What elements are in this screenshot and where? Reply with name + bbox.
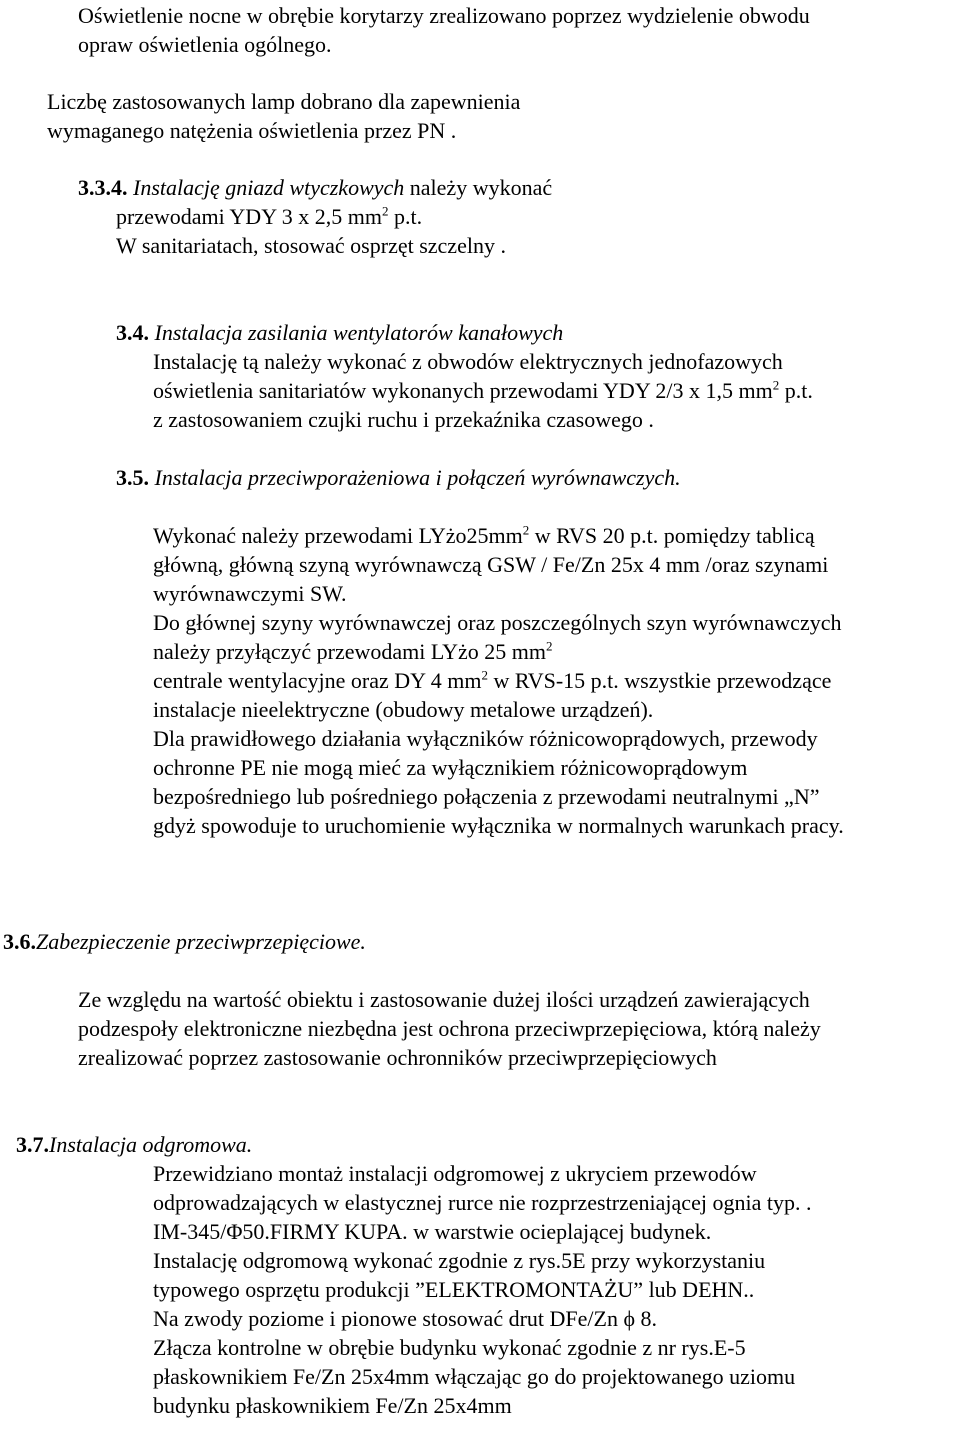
paragraph-line [153,1221,711,1243]
section-number: 3.6. [3,929,36,954]
text: przewodami YDY 3 x 2,5 mm [116,204,382,229]
section-heading-3-5 [116,467,681,489]
text: p.t. [779,378,813,403]
section-number: 3.5. [116,465,149,490]
section-number: 3.7. [16,1132,49,1157]
paragraph-line [153,1395,512,1417]
paragraph-line [153,1192,811,1214]
text: Na zwody poziome i pionowe stosować drut DFe/Zn ϕ 8. [153,1306,658,1331]
superscript: 2 [382,203,389,219]
section-title: Instalację gniazd wtyczkowych [133,175,405,200]
text: Przewidziano montaż instalacji odgromowej z ukryciem przewodów [153,1161,757,1186]
text: należy wykonać [404,175,553,200]
text: w RVS 20 p.t. pomiędzy tablicą [529,523,815,548]
section-title: Zabezpieczenie przeciwprzepięciowe. [36,929,366,954]
paragraph-line [78,989,810,1011]
text: IM-345/Φ50.FIRMY KUPA. w warstwie ocieplającej budynek. [153,1219,712,1244]
section-title: Instalacja przeciwporażeniowa i połączeń wyrównawczych. [154,465,681,490]
text: Instalację tą należy wykonać z obwodów elektrycznych jednofazowych [153,349,783,374]
text: główną, główną szyną wyrównawczą GSW / Fe/Zn 25x 4 mm /oraz szynami [153,552,829,577]
paragraph-line [153,351,783,373]
text: Instalację odgromową wykonać zgodnie z rys.5E przy wykorzystaniu [153,1248,766,1273]
text: instalacje nieelektryczne (obudowy metalowe urządzeń). [153,697,654,722]
paragraph-line [153,667,832,693]
text: w RVS-15 p.t. wszystkie przewodzące [487,668,832,693]
paragraph-line [153,815,844,837]
paragraph-line [153,757,747,779]
text: płaskownikiem Fe/Zn 25x4mm włączając go do projektowanego uziomu [153,1364,796,1389]
paragraph-line [78,1018,821,1040]
paragraph-line [78,34,332,56]
paragraph-line [153,554,828,576]
text: typowego osprzętu produkcji ”ELEKTROMONTAŻU” lub DEHN.. [153,1277,755,1302]
text: Ze względu na wartość obiektu i zastosowanie dużej ilości urządzeń zawierających [78,987,810,1012]
text: budynku płaskownikiem Fe/Zn 25x4mm [153,1393,512,1418]
paragraph-line [78,5,810,27]
text: W sanitariatach, stosować osprzęt szczelny . [116,233,506,258]
text: z zastosowaniem czujki ruchu i przekaźnika czasowego . [153,407,654,432]
section-heading-3-7 [16,1134,252,1156]
paragraph-line [153,1163,757,1185]
text: zrealizować poprzez zastosowanie ochronników przeciwprzepięciowych [78,1045,717,1070]
text: Złącza kontrolne w obrębie budynku wykonać zgodnie z nr rys.E-5 [153,1335,746,1360]
superscript: 2 [522,522,530,538]
text: Dla prawidłowego działania wyłączników różnicowoprądowych, przewody [153,726,818,751]
paragraph-line [153,1337,746,1359]
paragraph-line [153,728,818,750]
paragraph-line [153,522,815,548]
paragraph-line [153,612,841,634]
paragraph-line [153,786,819,808]
paragraph-line [153,583,347,605]
paragraph-line [153,377,813,403]
superscript: 2 [772,377,780,393]
text: ochronne PE nie mogą mieć za wyłącznikiem różnicowoprądowym [153,755,748,780]
text: podzespoły elektroniczne niezbędna jest ochrona przeciwprzepięciowa, którą należy [78,1016,821,1041]
text: Do głównej szyny wyrównawczej oraz poszczególnych szyn wyrównawczych [153,610,842,635]
text: oświetlenia sanitariatów wykonanych przewodami YDY 2/3 x 1,5 mm [153,378,773,403]
section-number: 3.3.4. [78,175,128,200]
paragraph-line [153,638,553,664]
section-heading-3-4 [116,322,563,344]
section-title: Instalacja odgromowa. [49,1132,253,1157]
paragraph-line [153,409,654,431]
text: odprowadzających w elastycznej rurce nie rozprzestrzeniającej ognia typ. . [153,1190,812,1215]
paragraph-line [153,699,653,721]
paragraph-line [153,1250,765,1272]
paragraph-line [153,1366,795,1388]
text: centrale wentylacyjne oraz DY 4 mm [153,668,482,693]
section-heading-3-3-4 [78,177,552,199]
paragraph-line [47,120,456,142]
text: bezpośredniego lub pośredniego połączenia z przewodami neutralnymi „N” [153,784,820,809]
paragraph-line [116,203,423,229]
paragraph-line [153,1279,754,1301]
text: wyrównawczymi SW. [153,581,347,606]
superscript: 2 [481,667,488,683]
text: p.t. [388,204,423,229]
paragraph-line [47,91,520,113]
superscript: 2 [546,638,553,654]
section-heading-3-6 [3,931,366,953]
paragraph-line [78,1047,717,1069]
paragraph-line [116,235,506,257]
text: Oświetlenie nocne w obrębie korytarzy zrealizowano poprzez wydzielenie obwodu [78,3,810,28]
section-number: 3.4. [116,320,149,345]
paragraph-line [153,1308,657,1330]
text: opraw oświetlenia ogólnego. [78,32,332,57]
text: Wykonać należy przewodami LYżo25mm [153,523,523,548]
text: gdyż spowoduje to uruchomienie wyłącznika w normalnych warunkach pracy. [153,813,844,838]
section-title: Instalacja zasilania wentylatorów kanałowych [154,320,564,345]
text: wymaganego natężenia oświetlenia przez PN . [47,118,457,143]
text: należy przyłączyć przewodami LYżo 25 mm [153,639,547,664]
text: Liczbę zastosowanych lamp dobrano dla zapewnienia [47,89,521,114]
